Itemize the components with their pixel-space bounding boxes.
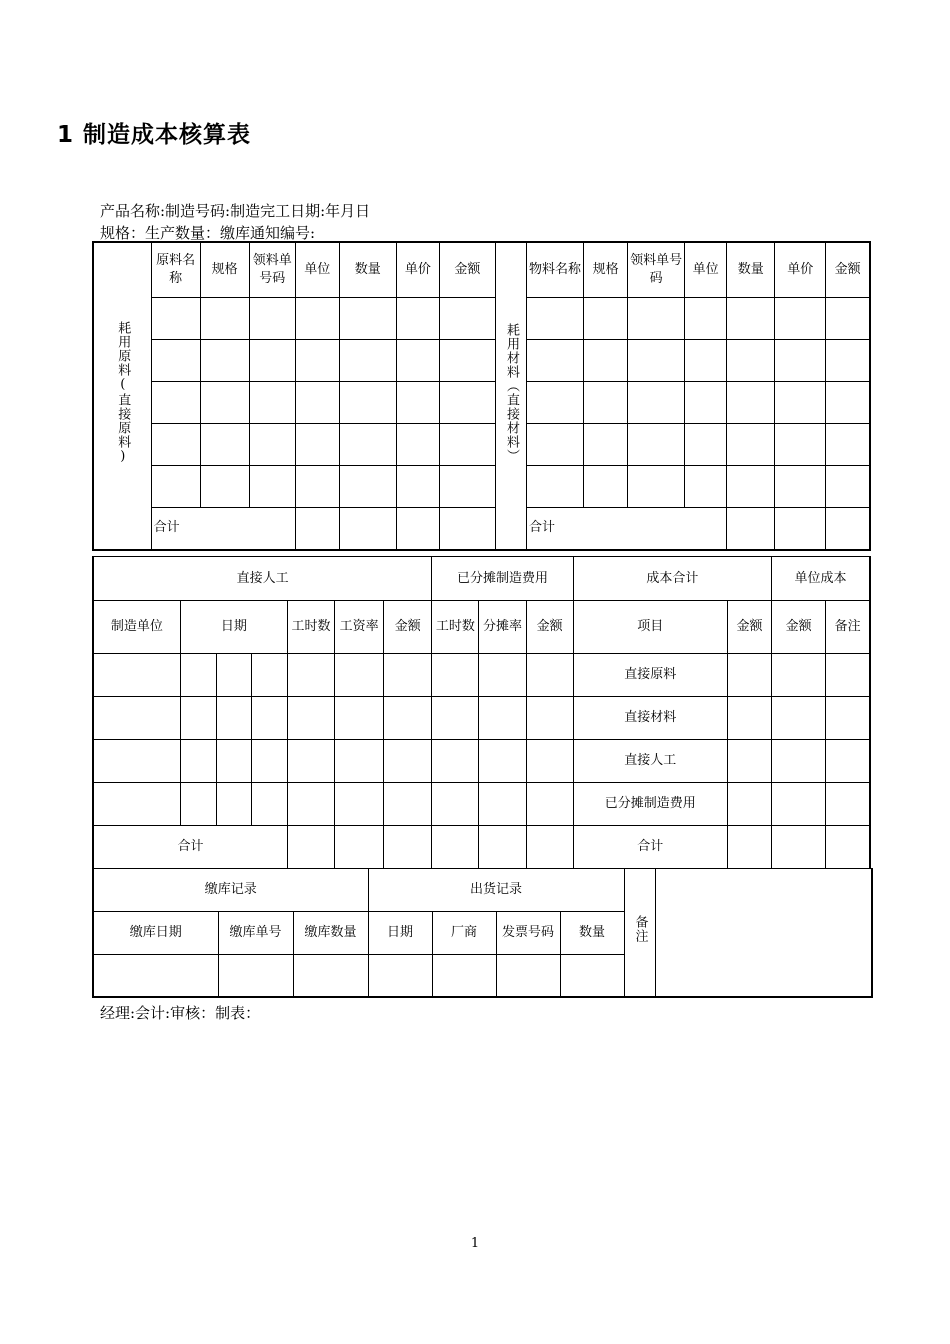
col-header: 规格: [584, 242, 628, 297]
col-header: 金额: [772, 601, 826, 654]
table-row: [93, 783, 870, 826]
col-header: 分摊率: [479, 601, 526, 654]
col-header: 规格: [200, 242, 249, 297]
col-header: 工资率: [335, 601, 384, 654]
section-total-cost: 成本合计: [573, 557, 772, 601]
col-header: 厂商: [432, 912, 496, 955]
col-header: 领料单号码: [628, 242, 685, 297]
header-line-product: 产品名称:制造号码:制造完工日期:年月日: [100, 202, 371, 220]
total-row: [93, 826, 870, 869]
total-label: 合计: [151, 507, 295, 550]
cost-table: [92, 556, 871, 869]
col-header: 金额: [826, 242, 870, 297]
cost-item: 直接原料: [573, 654, 727, 697]
remark-blank: [655, 869, 872, 997]
header-line-spec: 规格：生产数量：缴库通知编号:: [100, 224, 316, 242]
left-side-label: 耗用原料(直接原料): [115, 321, 131, 465]
page-title: 1 制造成本核算表: [57, 122, 252, 148]
table-row: [93, 697, 870, 740]
col-header: 金额: [439, 242, 495, 297]
col-header: 制造单位: [93, 601, 180, 654]
col-header: 单位: [685, 242, 727, 297]
cost-item: 已分摊制造费用: [573, 783, 727, 826]
table-row: [93, 654, 870, 697]
total-row: [93, 507, 870, 550]
section-allocated-overhead: 已分摊制造费用: [432, 557, 573, 601]
total-label: 合计: [573, 826, 727, 869]
col-header: 发票号码: [496, 912, 560, 955]
table-row: [93, 381, 870, 423]
col-header: 缴库日期: [93, 912, 218, 955]
col-header: 物料名称: [526, 242, 583, 297]
records-table: [92, 868, 873, 998]
col-header: 备注: [826, 601, 870, 654]
signature-line: 经理:会计:审核：制表：: [100, 1004, 261, 1022]
col-header: 数量: [727, 242, 775, 297]
cost-item: 直接人工: [573, 740, 727, 783]
table-row: [93, 740, 870, 783]
materials-table: [92, 241, 871, 551]
left-side-label-cell: [93, 242, 151, 550]
col-header: 项目: [573, 601, 727, 654]
remark-label-cell: [624, 869, 655, 997]
col-header: 工时数: [432, 601, 479, 654]
col-header: 金额: [526, 601, 573, 654]
col-header: 缴库单号: [218, 912, 293, 955]
total-label: 合计: [93, 826, 287, 869]
table-row: [93, 297, 870, 339]
col-header: 日期: [368, 912, 432, 955]
storage-record-title: 缴库记录: [93, 869, 368, 912]
col-header: 单价: [775, 242, 826, 297]
col-header: 工时数: [287, 601, 334, 654]
col-header: 日期: [180, 601, 287, 654]
col-header: 单位: [295, 242, 339, 297]
col-header: 数量: [560, 912, 624, 955]
right-side-label-cell: [495, 242, 526, 550]
col-header: 金额: [728, 601, 772, 654]
table-row: [93, 423, 870, 465]
col-header: 单价: [396, 242, 439, 297]
shipping-record-title: 出货记录: [368, 869, 624, 912]
cost-item: 直接材料: [573, 697, 727, 740]
table-row: [93, 465, 870, 507]
col-header: 金额: [384, 601, 432, 654]
col-header: 领料单号码: [249, 242, 295, 297]
col-header: 缴库数量: [293, 912, 368, 955]
col-header: 数量: [339, 242, 396, 297]
total-label: 合计: [526, 507, 726, 550]
remark-label: 备注: [632, 915, 648, 944]
page-number: 1: [470, 1236, 480, 1251]
section-direct-labor: 直接人工: [93, 557, 432, 601]
right-side-label: 耗用材料（直接材料）: [503, 323, 519, 463]
table-row: [93, 339, 870, 381]
col-header: 原料名称: [151, 242, 200, 297]
section-unit-cost: 单位成本: [772, 557, 870, 601]
